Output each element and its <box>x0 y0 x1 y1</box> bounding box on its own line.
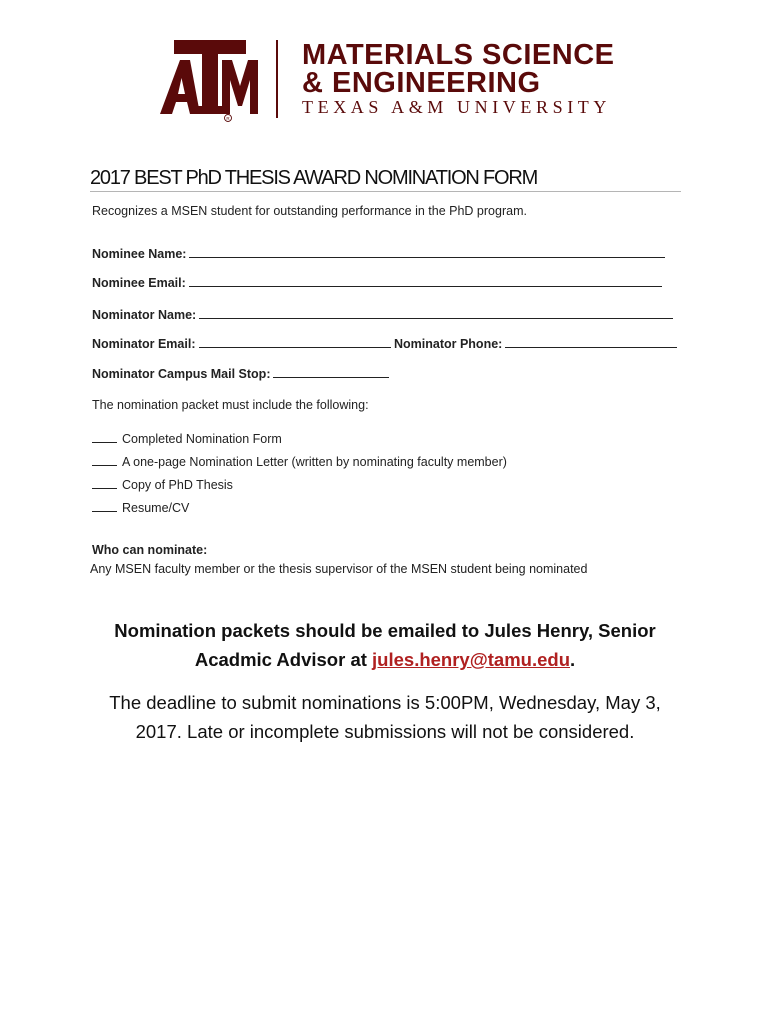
advisor-email-link[interactable]: jules.henry@tamu.edu <box>372 649 570 670</box>
who-can-nominate-text: Any MSEN faculty member or the thesis supervisor of the MSEN student being nominated <box>90 562 588 576</box>
nominator-name-label: Nominator Name: <box>92 308 197 322</box>
header-divider <box>276 40 278 118</box>
packet-item <box>92 477 233 492</box>
form-title: 2017 BEST PhD THESIS AWARD NOMINATION FORM <box>90 167 538 189</box>
tamu-logo <box>160 36 260 122</box>
mail-stop-row <box>92 366 389 381</box>
nominator-contact-row <box>92 336 677 351</box>
mail-stop-field[interactable] <box>273 366 389 378</box>
nominator-name-field[interactable] <box>199 307 673 319</box>
nominee-name-label: Nominee Name: <box>92 247 187 261</box>
department-name-line1: MATERIALS SCIENCE <box>302 39 615 71</box>
nominator-name-row <box>92 307 673 322</box>
mail-stop-label: Nominator Campus Mail Stop: <box>92 367 271 381</box>
announcement-line2-prefix: Acadmic Advisor at <box>194 649 367 670</box>
nominator-phone-label: Nominator Phone: <box>393 337 503 351</box>
deadline-line2: 2017. Late or incomplete submissions will not be considered. <box>135 721 635 742</box>
packet-item-label: Resume/CV <box>122 501 190 515</box>
atm-logo-icon <box>160 36 260 122</box>
nominator-email-field[interactable] <box>199 336 391 348</box>
packet-item <box>92 454 507 469</box>
packet-item-checkbox[interactable] <box>92 477 117 489</box>
university-name: TEXAS A&M UNIVERSITY <box>302 97 612 117</box>
deadline-notice <box>80 688 690 746</box>
packet-item-checkbox[interactable] <box>92 500 117 512</box>
announcement-line2-suffix: . <box>570 649 576 670</box>
form-description: Recognizes a MSEN student for outstanding performance in the PhD program. <box>92 204 527 218</box>
title-underline <box>90 191 681 192</box>
packet-intro: The nomination packet must include the following: <box>92 398 369 412</box>
packet-item-label: A one-page Nomination Letter (written by nominating faculty member) <box>122 455 507 469</box>
nominee-name-row <box>92 246 665 261</box>
packet-item-label: Completed Nomination Form <box>122 432 282 446</box>
packet-item <box>92 500 189 515</box>
nominator-email-label: Nominator Email: <box>92 337 196 351</box>
packet-item <box>92 431 282 446</box>
nominee-email-field[interactable] <box>189 275 662 287</box>
submission-announcement <box>80 616 690 674</box>
header <box>160 36 630 122</box>
svg-text:R: R <box>226 116 230 121</box>
announcement-line2 <box>80 645 690 674</box>
department-name-line2: & ENGINEERING <box>302 67 541 99</box>
nominee-email-label: Nominee Email: <box>92 276 186 290</box>
nominee-name-field[interactable] <box>189 246 665 258</box>
announcement-line1: Nomination packets should be emailed to Jules Henry, Senior <box>114 620 656 641</box>
packet-item-checkbox[interactable] <box>92 431 117 443</box>
deadline-line1: The deadline to submit nominations is 5:00PM, Wednesday, May 3, <box>109 692 661 713</box>
nominee-email-row <box>92 275 662 290</box>
packet-item-label: Copy of PhD Thesis <box>122 478 233 492</box>
nominator-phone-field[interactable] <box>505 336 677 348</box>
who-can-nominate-heading: Who can nominate: <box>92 543 208 557</box>
packet-item-checkbox[interactable] <box>92 454 117 466</box>
